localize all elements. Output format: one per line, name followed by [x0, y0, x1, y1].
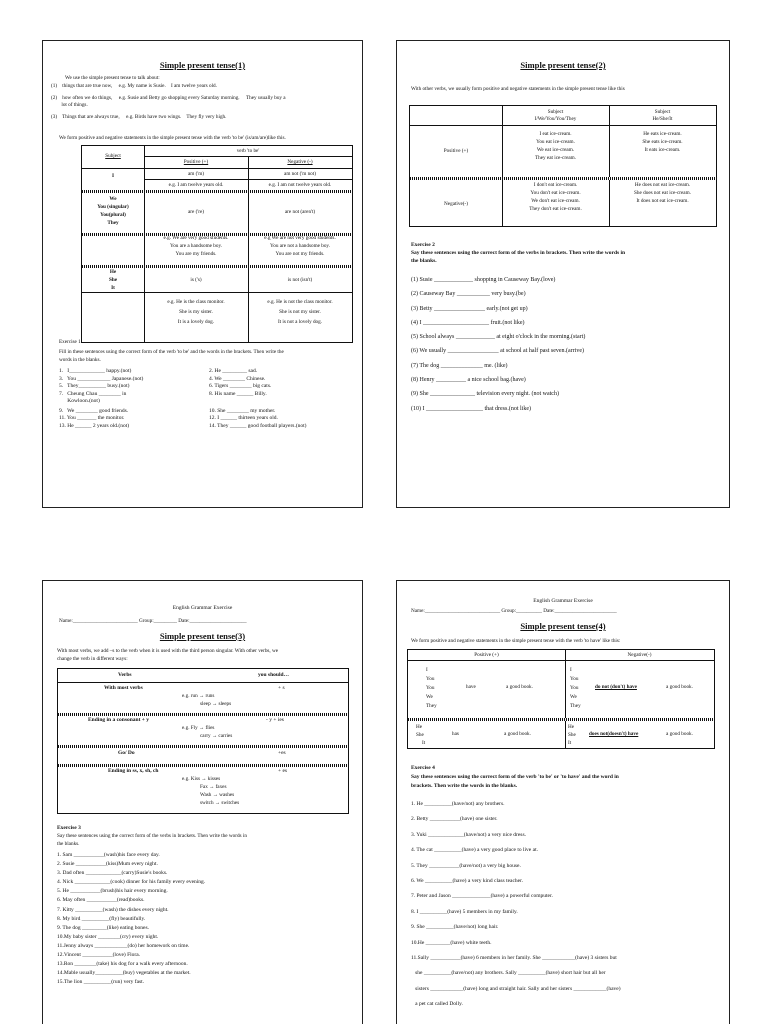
- exercise-item[interactable]: 5. He ___________(brush)his hair every morning.: [57, 888, 168, 895]
- exercise-item[interactable]: 10.My baby sister ________(cry) every night.: [57, 933, 159, 940]
- exercise-item[interactable]: 14. They ______ good football players.(not): [209, 422, 307, 429]
- exercise-3-title: Exercise 3: [57, 825, 81, 831]
- cell-text: I don't eat ice-cream.: [533, 182, 578, 188]
- cell-text: It is not a lovely dog.: [277, 319, 323, 325]
- exercise-item[interactable]: (6) We usually _________________ at school at half past seven.(arrive): [411, 348, 585, 355]
- exercise-item[interactable]: 3. You ____________ Japanese.(not): [59, 375, 144, 382]
- subject-we: We: [109, 196, 117, 202]
- use-3: (3) Things that are always true, e.g. Birds have two wings. They fly very high.: [51, 114, 227, 120]
- rule-action: - y + ies: [266, 717, 284, 723]
- cell-text: They don't eat ice-cream.: [529, 206, 582, 212]
- exercise-item[interactable]: 4. We ________ Chinese.: [209, 375, 266, 382]
- cell-text: is ('s): [190, 277, 202, 283]
- subject-text: She: [416, 732, 424, 738]
- exercise-2-items: [411, 273, 585, 416]
- object-text: a good book.: [506, 684, 533, 690]
- negative-header: Negative(-): [627, 652, 652, 658]
- verb-has: has: [452, 731, 459, 737]
- exercise-item[interactable]: 11. You _______ the monitor.: [59, 415, 125, 421]
- rule-example: carry → carries: [200, 733, 233, 739]
- exercise-item[interactable]: 11.Jenny always ____________(do) her homework on time.: [57, 942, 190, 949]
- exercise-item[interactable]: 14.Mable usually__________(buy) vegetables at the market.: [57, 970, 191, 977]
- exercise-1-right-column: [209, 368, 307, 430]
- exercise-3-instructions: Say these sentences using the correct form of the verbs in brackets. Then write the words in: [57, 833, 247, 839]
- exercise-item[interactable]: 7. Kitty __________(wash) the dishes every night.: [57, 906, 169, 913]
- exercise-item[interactable]: 9. We ________ good friends.: [59, 407, 129, 414]
- rule-action: + s: [278, 685, 285, 691]
- positive-label: Positive (+): [443, 148, 469, 154]
- cell-text: You are not my friends.: [275, 251, 325, 257]
- cell-text: You are a handsome boy.: [169, 243, 222, 249]
- subject-text: They: [426, 703, 437, 709]
- to-be-table: [81, 145, 353, 343]
- exercise-item[interactable]: 2. Betty ___________(have) one sister.: [411, 816, 498, 823]
- cell-text: She is my sister.: [179, 309, 213, 315]
- use-2-cont: lot of things.: [51, 102, 88, 108]
- cell-text: You eat ice-cream.: [536, 139, 575, 145]
- exercise-item[interactable]: 2. He _________ sad.: [209, 368, 258, 374]
- intro-text: We form positive and negative statements in the simple present tense with the verb 'to have' like this:: [411, 638, 621, 644]
- name-group-date-line[interactable]: Name:_________________________ Group:_________ Date:______________________: [59, 618, 247, 624]
- cell-text: They eat ice-cream.: [534, 155, 577, 161]
- name-group-date-line[interactable]: Name:_____________________________ Group:__________ Date:________________________: [411, 608, 617, 614]
- cell-text: It eats ice-cream.: [644, 147, 681, 153]
- exercise-item[interactable]: (1) Susie _____________ shopping in Causeway Bay.(love): [411, 277, 556, 283]
- exercise-item[interactable]: (7) The dog ______________ me. (like): [411, 362, 508, 369]
- exercise-3-instructions-2: the blanks.: [57, 841, 80, 847]
- exercise-item[interactable]: (8) Henry __________ a nice school bag.(have): [411, 377, 526, 384]
- form-note: We form positive and negative statements in the simple present tense with the verb 'to be' (is/am/are)like this.: [59, 135, 286, 141]
- exercise-item[interactable]: 15.The lion __________(run) very fast.: [57, 979, 145, 986]
- object-text: a good book.: [666, 731, 693, 737]
- rule-label: Ending in a consonant + y: [88, 717, 150, 723]
- exercise-2-instructions: Say these sentences using the correct form of the verbs in brackets. Then write the words in: [411, 250, 626, 256]
- rule-action: +es: [278, 750, 286, 756]
- use-2: (2) how often we do things, e.g. Susie and Betty go shopping every Saturday morning. They usually buy a: [51, 95, 286, 101]
- exercise-item[interactable]: (3) Betty _________________ early.(not get up): [411, 305, 528, 312]
- cell-text: e.g. I am not twelve years old.: [268, 182, 332, 188]
- rule-example: Wash → washes: [200, 792, 235, 798]
- subject-header-pronouns: He/She/It: [652, 116, 673, 122]
- exercise-item: Kowloon.(not): [59, 398, 100, 404]
- subject-they: They: [107, 220, 119, 226]
- negative-header: Negative (-): [287, 159, 313, 165]
- cell-text: are not (aren't): [284, 209, 316, 215]
- subject-group-1: [426, 666, 437, 711]
- exercise-item[interactable]: 8. My bird __________(fly) beautifully.: [57, 915, 146, 922]
- subject-text: He: [568, 724, 575, 730]
- cell-text: am not ('m not): [284, 171, 316, 177]
- exercise-1-title: Exercise 1: [59, 339, 81, 345]
- page-title: Simple present tense(3): [159, 631, 246, 641]
- page-title: Simple present tense(4): [520, 621, 606, 631]
- positive-header: Positive (+): [474, 652, 499, 658]
- exercise-item[interactable]: 13. He ______ 2 years old.(not): [59, 422, 130, 429]
- exercise-item[interactable]: 7. Peter and Jason ______________(have) a powerful computer.: [411, 893, 553, 900]
- cell-text: e.g. He is the class monitor.: [167, 299, 225, 305]
- subject-text: You: [426, 676, 435, 682]
- exercise-item[interactable]: 8. I __________(have) 5 members in my family.: [411, 908, 518, 915]
- intro-text: We use the simple present tense to talk about:: [65, 75, 160, 81]
- cell-text: She is not my sister.: [279, 309, 321, 315]
- exercise-2-instructions-2: the blanks.: [411, 258, 437, 264]
- exercise-item[interactable]: 3. Yuki _____________(have/not) a very nice dress.: [411, 831, 526, 838]
- cell-text: e.g. He is not the class monitor.: [267, 299, 333, 305]
- exercise-2-title: Exercise 2: [411, 242, 435, 248]
- cell-text: She does not eat ice-cream.: [634, 190, 691, 196]
- page-title: Simple present tense(1): [159, 60, 246, 70]
- object-text: a good book.: [666, 684, 693, 690]
- intro-text: With other verbs, we usually form positive and negative statements in the simple present tense like this: [411, 86, 625, 92]
- exercise-item[interactable]: (10) I ___________________ that dress.(not like): [411, 405, 531, 412]
- worksheet-page-3: [42, 580, 363, 1024]
- subject-text: It: [568, 740, 572, 746]
- exercise-item[interactable]: 3. Dad often _____________(carry)Susie's books.: [57, 870, 168, 877]
- exercise-item[interactable]: 9. The dog _________(like) eating bones.: [57, 924, 150, 931]
- exercise-item[interactable]: 13.Ron ________(take) his dog for a walk every afternoon.: [57, 961, 188, 968]
- verb-doesnt-have: does not(doesn't) have: [589, 731, 639, 737]
- exercise-item[interactable]: (4) I ______________________ fruit.(not like): [411, 319, 525, 326]
- use-1: (1) things that are true now, e.g. My name is Susie. I am twelve years old.: [51, 83, 217, 89]
- exercise-item[interactable]: 5. They__________ busy.(not): [59, 383, 130, 389]
- subject-group-2: [416, 723, 425, 747]
- rule-label: Go/ Do: [118, 750, 135, 756]
- rule-example: e.g. Fly → flies: [182, 725, 215, 731]
- page-title: Simple present tense(2): [520, 60, 606, 70]
- subject-header: Subject: [547, 109, 564, 115]
- you-should-header: you should…: [258, 672, 290, 678]
- rule-action: + es: [278, 768, 288, 774]
- exercise-item[interactable]: (9) She _______________ television every night. (not watch): [411, 391, 559, 398]
- rule-label: Ending in ss, x, sh, ch: [108, 768, 159, 774]
- intro-text: With most verbs, we add –s to the verb when it is used with the third person singular. With other verbs, we: [57, 648, 279, 654]
- subject-text: I: [426, 667, 428, 673]
- verb-dont-have: do not (don't) have: [595, 684, 637, 690]
- verbs-header: Verbs: [118, 672, 132, 678]
- rule-example: Fax → faxes: [200, 784, 227, 790]
- subject-group-2-negative: [568, 723, 576, 747]
- exercise-item[interactable]: 4. Nick _____________(cook) dinner for his family every evening.: [57, 879, 206, 886]
- verb-have: have: [466, 684, 476, 690]
- exercise-item[interactable]: 11.Sally ___________(have) 6 members in her family. She ____________(have) 3 sisters but: [411, 955, 617, 962]
- rule-example: e.g. run → runs: [182, 693, 215, 699]
- cell-text: You are my friends.: [175, 251, 217, 257]
- verb-table: [409, 105, 717, 227]
- exercise-1-instructions-2: words in the blanks.: [59, 357, 101, 363]
- subject-it: It: [111, 285, 115, 291]
- exercise-item[interactable]: 8. His name ______ Billy.: [209, 390, 267, 397]
- cell-text: I eat ice-cream.: [539, 131, 572, 137]
- exercise-4-instructions-2: brackets. Then write the words in the blanks.: [411, 783, 518, 789]
- rule-example: switch → switches: [200, 800, 240, 806]
- rule-example: sleep → sleeps: [200, 701, 232, 707]
- cell-text: He does not eat ice-cream.: [634, 182, 691, 188]
- cell-text: am ('m): [187, 171, 205, 177]
- worksheet-page-1: [42, 40, 363, 508]
- object-text: a good book.: [504, 731, 531, 737]
- exercise-item[interactable]: 6. We __________(have) a very kind class teacher.: [411, 878, 524, 885]
- exercise-item[interactable]: 1. He __________(have/not) any brothers.: [411, 801, 505, 807]
- cell-text: are ('re): [187, 209, 205, 215]
- subject-text: We: [570, 694, 577, 700]
- subject-text: She: [568, 732, 576, 738]
- exercise-item[interactable]: 1. I_____________ happy.(not): [59, 368, 132, 374]
- exercise-item[interactable]: 4. The cat __________(have) a very good place to live at.: [411, 847, 538, 854]
- worksheet-page-2: [396, 40, 730, 508]
- subject-header: Subject: [105, 153, 121, 159]
- cell-text: e.g. We are very good students.: [163, 235, 229, 241]
- rule-example: e.g. Kiss → kisses: [182, 776, 221, 782]
- exercise-item[interactable]: (2) Causeway Bay ___________ very busy.(be): [411, 291, 526, 298]
- cell-text: e.g. I am twelve years old.: [168, 182, 224, 188]
- subject-text: I: [570, 667, 572, 673]
- cell-text: It does not eat ice-cream.: [636, 198, 689, 204]
- exercise-1-left-column: [59, 368, 143, 430]
- subject-header: Subject: [654, 109, 671, 115]
- spelling-rules-table: [57, 668, 349, 814]
- exercise-4-title: Exercise 4: [411, 765, 435, 771]
- exercise-item[interactable]: 10.He _________(have) white teeth.: [411, 939, 492, 946]
- cell-text: is not (isn't): [287, 277, 313, 283]
- exercise-item[interactable]: 12. I ______ thirteen years old.: [209, 415, 278, 421]
- intro-text-2: change the verb in different ways:: [57, 656, 128, 662]
- subject-he: He: [109, 269, 117, 275]
- exercise-item[interactable]: (5) School always _____________ at eight o'clock in the morning.(start): [411, 334, 586, 341]
- subject-header-pronouns: I/We/You/You/They: [534, 116, 577, 122]
- exercise-item[interactable]: 6. May often ___________(read)books.: [57, 897, 145, 904]
- subject-text: He: [416, 724, 423, 730]
- exercise-item[interactable]: 7. Cheung Chau ________ in: [59, 390, 127, 397]
- exercise-item[interactable]: sisters ____________(have) long and straight hair. Sally and her sisters ____________(have): [411, 985, 621, 992]
- cell-text: e.g We are not very good students.: [264, 235, 336, 241]
- cell-text: We don't eat ice-cream.: [531, 198, 580, 204]
- cell-text: She eats ice-cream.: [642, 139, 683, 145]
- negative-label: Negative(-): [444, 201, 468, 207]
- worksheet-heading: English Grammar Exercise: [172, 605, 233, 611]
- subject-text: You: [570, 685, 579, 691]
- exercise-item[interactable]: 10. She ________ my mother.: [209, 407, 276, 414]
- cell-text: He eats ice-cream.: [643, 131, 682, 137]
- to-have-table: [407, 649, 715, 749]
- cell-text: You don't eat ice-cream.: [530, 190, 581, 196]
- subject-text: You: [426, 685, 435, 691]
- subject-text: They: [570, 703, 581, 709]
- exercise-3-items: [57, 851, 205, 987]
- cell-text: We eat ice-cream.: [536, 147, 575, 153]
- cell-text: It is a lovely dog.: [177, 319, 215, 325]
- subject-she: She: [108, 277, 118, 283]
- exercise-item[interactable]: 1. Sam ___________(wash)his face every day.: [57, 852, 160, 858]
- worksheet-page-4: [396, 580, 730, 1024]
- worksheet-heading: English Grammar Exercise: [533, 598, 593, 604]
- exercise-item[interactable]: 12.Vincent ___________(love) Flora.: [57, 952, 141, 959]
- subject-text: We: [426, 694, 433, 700]
- cell-text: You are not a handsome boy.: [270, 243, 330, 249]
- subject-group-1-negative: [570, 666, 581, 711]
- positive-header: Positive (+): [183, 159, 209, 165]
- exercise-item[interactable]: 6. Tigers ________ big cats.: [209, 383, 272, 389]
- exercise-item[interactable]: 9. She __________(have/not) long hair.: [411, 924, 499, 931]
- exercise-1-instructions: Fill in these sentences using the correct form of the verb 'to be' and the words in the brackets. Then write the: [59, 349, 284, 355]
- subject-i: I: [111, 173, 115, 179]
- subject-you-plural: You(plural): [100, 212, 126, 218]
- subject-you-singular: You (singular): [97, 204, 129, 210]
- subject-text: It: [422, 740, 426, 746]
- exercise-4-instructions: Say these sentences using the correct form of the verb 'to be' or 'to have' and the word in: [411, 774, 619, 780]
- exercise-item[interactable]: 5. They ___________(have/not) a very big house.: [411, 862, 521, 869]
- subject-text: You: [570, 676, 579, 682]
- exercise-item[interactable]: 2. Susie ___________(kiss)Mum every night.: [57, 861, 158, 868]
- rule-label: With most verbs: [104, 685, 143, 691]
- exercise-4-items: [411, 797, 621, 1013]
- exercise-item[interactable]: she __________(have/not) any brothers. Sally __________(have) short hair but all her: [411, 970, 606, 977]
- verb-to-be-header: verb 'to be': [236, 148, 260, 154]
- exercise-item[interactable]: a pet cat called Dolly.: [411, 1001, 463, 1008]
